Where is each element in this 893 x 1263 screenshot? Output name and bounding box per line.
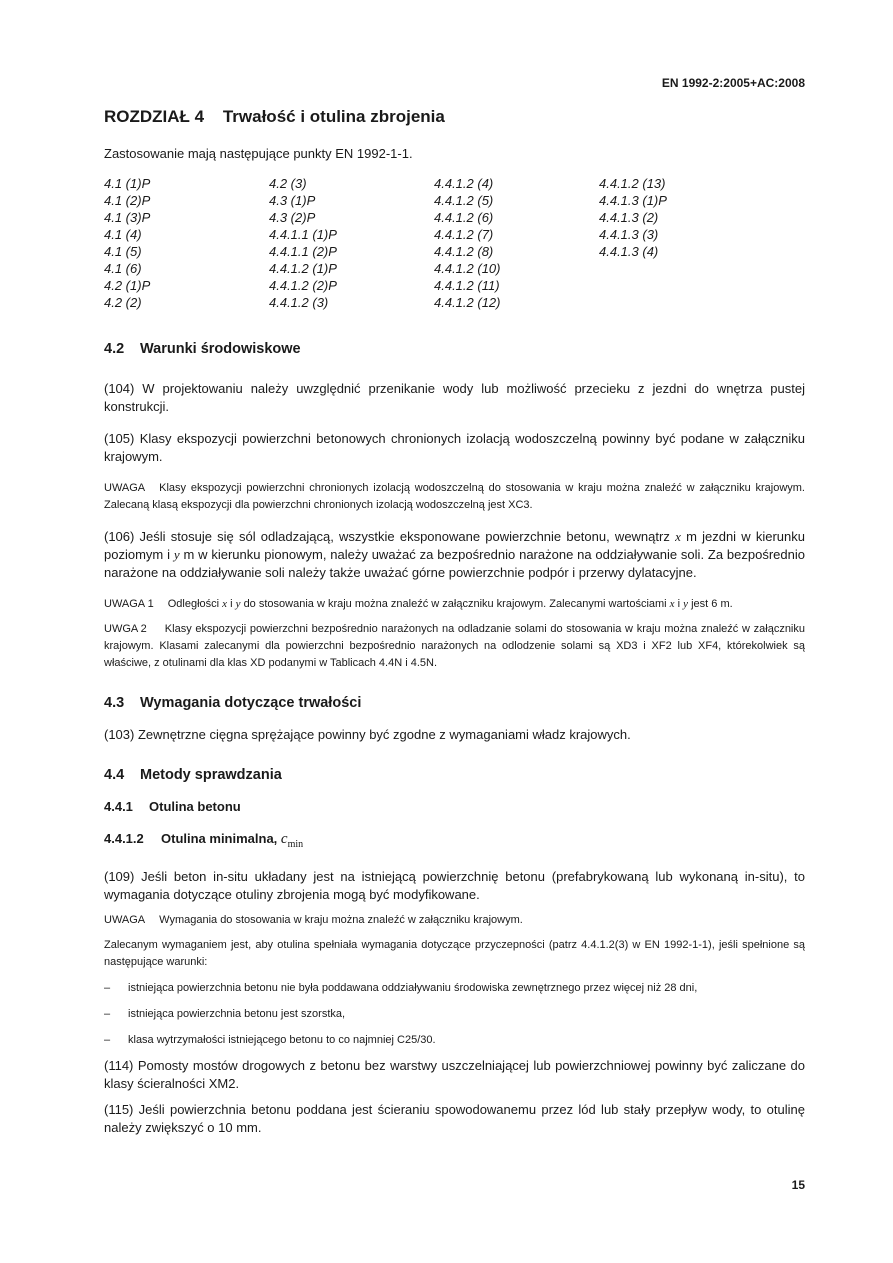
note-1 — [104, 596, 805, 613]
clause-item: 4.4.1.1 (2)P — [269, 244, 337, 259]
clause-item: 4.4.1.2 (11) — [434, 278, 500, 293]
clause-item: 4.3 (1)P — [269, 193, 316, 208]
note-label: UWAGA — [104, 482, 146, 494]
paragraph-109: (109) Jeśli beton in-situ układany jest na istniejącą powierzchnię betonu (prefabrykowaną lub wykonaną in-situ), to wymagania dotyczące otuliny zbrojenia mogą być modyfikowane. — [104, 869, 805, 902]
text-run: jest 6 m. — [691, 598, 733, 610]
note-label: UWAGA — [104, 914, 146, 926]
note — [104, 480, 805, 514]
list-item: – istniejąca powierzchnia betonu jest szorstka, — [104, 1005, 805, 1023]
paragraph-114: (114) Pomosty mostów drogowych z betonu bez warstwy uszczelniającej lub powierzchniowej powinny być zaliczane do klasy ścieralności XM2. — [104, 1058, 805, 1091]
list-item: – klasa wytrzymałości istniejącego betonu to co najmniej C25/30. — [104, 1031, 805, 1049]
clause-item: 4.4.1.2 (12) — [434, 295, 501, 310]
clause-item: 4.4.1.3 (2) — [599, 210, 659, 225]
clause-column-1 — [104, 175, 150, 311]
list-item: – istniejąca powierzchnia betonu nie była poddawana oddziaływaniu środowiska zewnętrznego przez więcej niż 28 dni, — [104, 979, 805, 997]
var-y: y — [173, 547, 180, 562]
clause-item: 4.1 (1)P — [104, 176, 151, 191]
page-number: 15 — [791, 1178, 805, 1192]
clause-column-2 — [269, 175, 337, 311]
clause-item: 4.4.1.3 (1)P — [599, 193, 667, 208]
note-text: Klasy ekspozycji powierzchni chronionych izolacją wodoszczelną do stosowania w kraju można znaleźć w załączniku krajowym. Zalecaną klasą ekspozycji dla powierzchni chronionych izolacją wodoszczelną jest XC3. — [104, 482, 805, 511]
clause-item: 4.1 (2)P — [104, 193, 151, 208]
chapter-heading — [104, 107, 445, 127]
paragraph-115: (115) Jeśli powierzchnia betonu poddana jest ścieraniu spowodowanemu przez lód lub stały przepływ wody, to otulinę należy zwiększyć o 10 mm. — [104, 1102, 805, 1135]
text-run: (106) Jeśli stosuje się sól odladzającą, wszystkie eksponowane powierzchnie betonu, wewnątrz — [104, 529, 670, 544]
clause-item: 4.4.1.2 (6) — [434, 210, 494, 225]
clause-item: 4.2 (3) — [269, 176, 307, 191]
var-x: x — [675, 529, 681, 544]
note-text: Klasy ekspozycji powierzchni bezpośrednio narażonych na odladzanie solami do stosowania w kraju można znaleźć w załączniku krajowym. Klasami zalecanymi dla powierzchni bezpośrednio narażonych na odlodzenie solami są XD3 i XF2 lub XF4, którekolwiek są właściwe, z otulinami dla klas XD podanymi w Tablicach 4.4N i 4.5N. — [104, 623, 805, 669]
section-heading-4-3 — [104, 694, 805, 712]
var-x: x — [669, 598, 675, 610]
text-run: i — [230, 598, 233, 610]
clause-item: 4.4.1.2 (5) — [434, 193, 494, 208]
paragraph-103: (103) Zewnętrzne cięgna sprężające powinny być zgodne z wymaganiami władz krajowych. — [104, 727, 631, 742]
clause-item: 4.4.1.2 (1)P — [269, 261, 337, 276]
symbol-subscript: min — [287, 839, 304, 850]
symbol-c: c — [280, 831, 288, 847]
text-run: Odległości — [167, 598, 220, 610]
note-label: UWGA 2 — [104, 623, 147, 635]
paragraph-104: (104) W projektowaniu należy uwzględnić przenikanie wody lub możliwość przecieku z jezdni do wnętrza pustej konstrukcji. — [104, 381, 805, 414]
clause-item: 4.1 (6) — [104, 261, 142, 276]
paragraph-106 — [104, 528, 805, 582]
section-number: 4.2 — [104, 341, 125, 357]
section-number: 4.3 — [104, 695, 125, 711]
clause-item: 4.4.1.3 (4) — [599, 244, 659, 259]
clause-item: 4.1 (3)P — [104, 210, 151, 225]
text-run: i — [677, 598, 681, 610]
clause-item: 4.1 (5) — [104, 244, 142, 259]
subsection-number: 4.4.1 — [104, 799, 133, 814]
text-run: m w kierunku pionowym, należy uważać za bezpośrednio narażone na oddziaływanie soli. Za bezpośrednio narażone na oddziaływanie soli należy także uważać górne powierzchnie podpór i przerwy dylatacyjne. — [104, 547, 805, 580]
clause-item: 4.3 (2)P — [269, 210, 316, 225]
note-text: Wymagania do stosowania w kraju można znaleźć w załączniku krajowym. — [159, 914, 523, 926]
clause-item: 4.1 (4) — [104, 227, 142, 242]
intro-text: Zastosowanie mają następujące punkty EN 1992-1-1. — [104, 146, 413, 161]
section-title: Wymagania dotyczące trwałości — [140, 695, 362, 711]
clause-item: 4.4.1.2 (4) — [434, 176, 494, 191]
clause-column-4 — [599, 175, 667, 260]
note-2 — [104, 621, 805, 672]
subsection-title: Otulina minimalna, — [161, 831, 278, 846]
clause-item: 4.4.1.1 (1)P — [269, 227, 337, 242]
chapter-number: ROZDZIAŁ 4 — [104, 107, 205, 126]
subsection-title: Otulina betonu — [149, 799, 241, 814]
clause-item: 4.4.1.2 (10) — [434, 261, 501, 276]
subsection-heading-4-4-1 — [104, 798, 805, 816]
symbol-c-min — [280, 831, 304, 850]
paragraph-105: (105) Klasy ekspozycji powierzchni betonowych chronionych izolacją wodoszczelną powinny być podane w załączniku krajowym. — [104, 431, 805, 464]
var-y: y — [683, 598, 689, 610]
section-title: Metody sprawdzania — [140, 767, 282, 783]
note — [104, 912, 805, 929]
note-label: UWAGA 1 — [104, 598, 154, 610]
clause-item: 4.4.1.2 (13) — [599, 176, 666, 191]
text-run: m jezdni w kierunku poziomym i — [104, 529, 805, 562]
main-content — [104, 340, 805, 1137]
clause-column-3 — [434, 175, 501, 311]
var-x: x — [222, 598, 228, 610]
subsection-number: 4.4.1.2 — [104, 831, 144, 846]
section-number: 4.4 — [104, 767, 125, 783]
subsection-heading-4-4-1-2 — [104, 830, 805, 854]
section-title: Warunki środowiskowe — [140, 341, 301, 357]
clause-item: 4.4.1.2 (2)P — [269, 278, 337, 293]
section-heading-4-4 — [104, 766, 805, 784]
clause-item: 4.2 (2) — [104, 295, 142, 310]
chapter-title: Trwałość i otulina zbrojenia — [222, 107, 445, 126]
clause-item: 4.4.1.2 (8) — [434, 244, 494, 259]
recommendation-text: Zalecanym wymaganiem jest, aby otulina spełniała wymagania dotyczące przyczepności (patrz 4.4.1.2(3) w EN 1992-1-1), jeśli spełnione są następujące warunki: — [104, 939, 805, 968]
clause-item: 4.4.1.2 (3) — [269, 295, 329, 310]
clause-item: 4.2 (1)P — [104, 278, 151, 293]
clause-item: 4.4.1.2 (7) — [434, 227, 494, 242]
var-y: y — [235, 598, 241, 610]
clause-item: 4.4.1.3 (3) — [599, 227, 659, 242]
text-run: do stosowania w kraju można znaleźć w załączniku krajowym. Zalecanymi wartościami — [243, 598, 667, 610]
section-heading-4-2 — [104, 340, 805, 358]
document-id: EN 1992-2:2005+AC:2008 — [661, 76, 805, 90]
